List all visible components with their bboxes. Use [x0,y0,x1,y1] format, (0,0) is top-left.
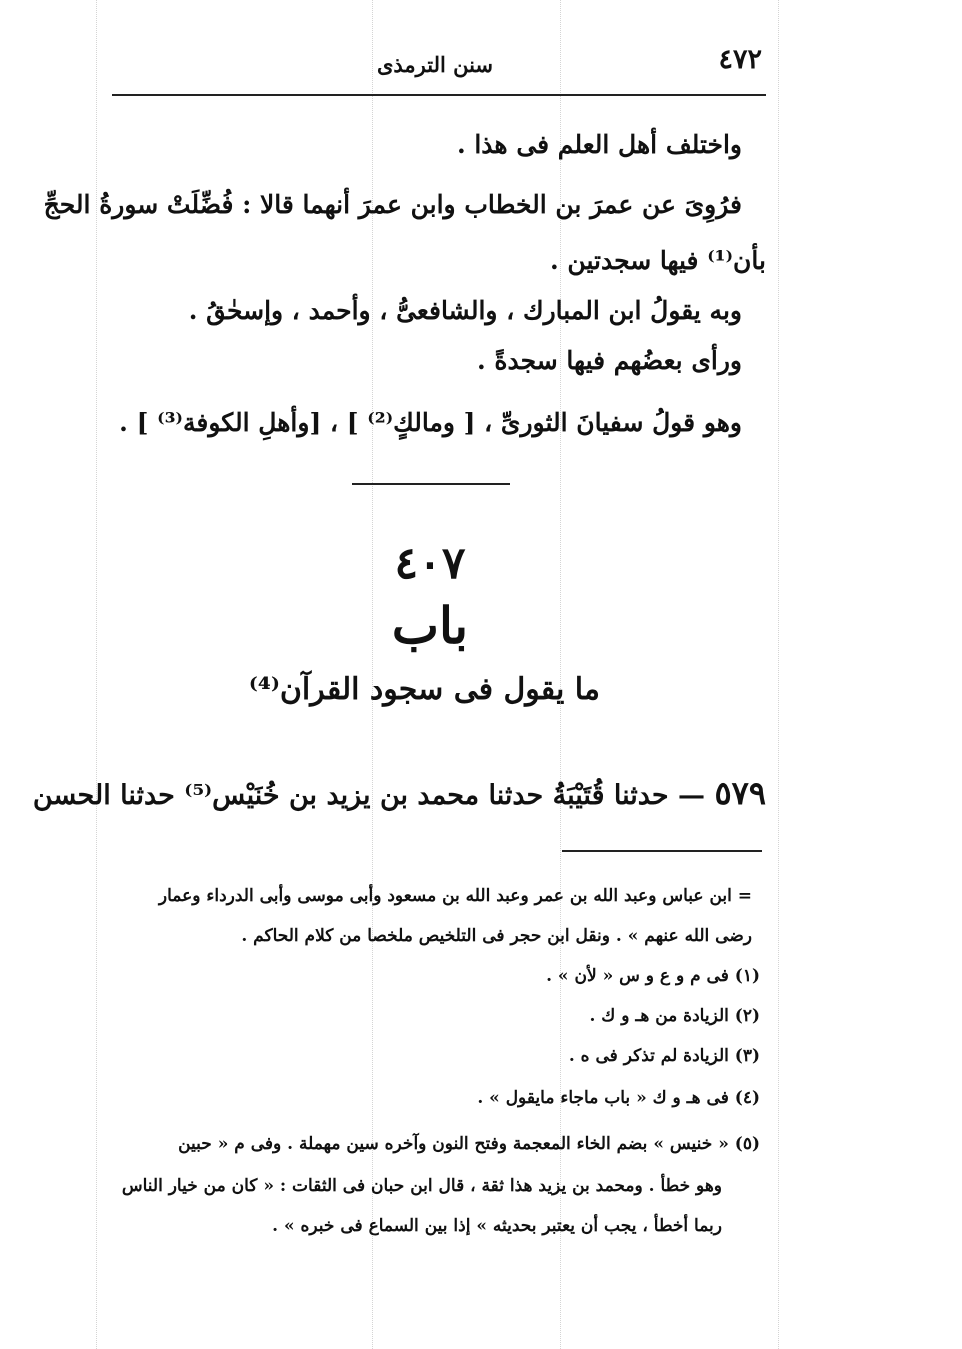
footnote-line: وهو خطأ . ومحمد بن يزيد هذا ثقة ، قال ابن حبان فى الثقات : « كان من خيار الناس [121,1176,722,1196]
footnote-line: = ابن عباس وعبد الله بن عمر وعبد الله بن مسعود وأبى موسى وأبى الدرداء وعمار [158,886,752,906]
body-line: بأن⁽¹⁾ فيها سجدتين . [550,246,766,275]
body-line: واختلف أهل العلم فى هذا . [456,130,742,159]
footnote-line: (٤) فى هـ و ك « باب ماجاء مايقول » . [477,1088,760,1108]
running-title: سنن الترمذى [376,52,494,77]
hadith-number: ٥٧٩ [714,774,766,812]
chapter-number: ٤٠٧ [394,538,466,589]
body-line: فرُوِىَ عن عمرَ بن الخطاب وابن عمرَ أنهما قالا : فُضِّلَتْ سورةُ الحجِّ [43,190,742,219]
chapter-title: ما يقول فى سجود القرآن⁽⁴⁾ [248,672,600,707]
footnote-line: (١) فى م و ع و س « لأن » . [546,966,760,986]
footnote-line: (٣) الزيادة لم تذكر فى ه . [568,1046,760,1066]
footnote-line: رضى الله عنهم » . ونقل ابن حجر فى التلخيص ملخصا من كلام الحاكم . [241,926,752,946]
header-rule [112,94,766,96]
footnote-line: (٥) « خنيس » بضم الخاء المعجمة وفتح النون وآخره سين مهملة . وفى م « حبين [178,1134,760,1154]
body-line: ورأى بعضُهم فيها سجدةً . [477,346,742,375]
hadith-line [32,774,766,812]
footnote-line: ربما أخطأ ، يجب أن يعتبر بحديثه » إذا بين السماع فى خبره » . [272,1216,722,1236]
section-divider [352,483,510,485]
body-line: وهو قولُ سفيانَ الثورىِّ ، [ ومالكٍ⁽²⁾ ] ، [وأهلِ الكوفة⁽³⁾ ] . [119,408,742,437]
page-number: ٤٧٢ [718,44,762,75]
hadith-text: — حدثنا قُتَيْبَةُ حدثنا محمد بن يزيد بن خُنَيْس⁽⁵⁾ حدثنا الحسن [32,780,706,811]
body-line: وبه يقولُ ابن المبارك ، والشافعىُّ ، وأحمد ، وإسحٰقُ . [188,296,742,325]
footnote-divider [562,850,762,852]
footnote-line: (٢) الزيادة من هـ و ك . [589,1006,760,1026]
chapter-heading: باب [391,596,469,655]
